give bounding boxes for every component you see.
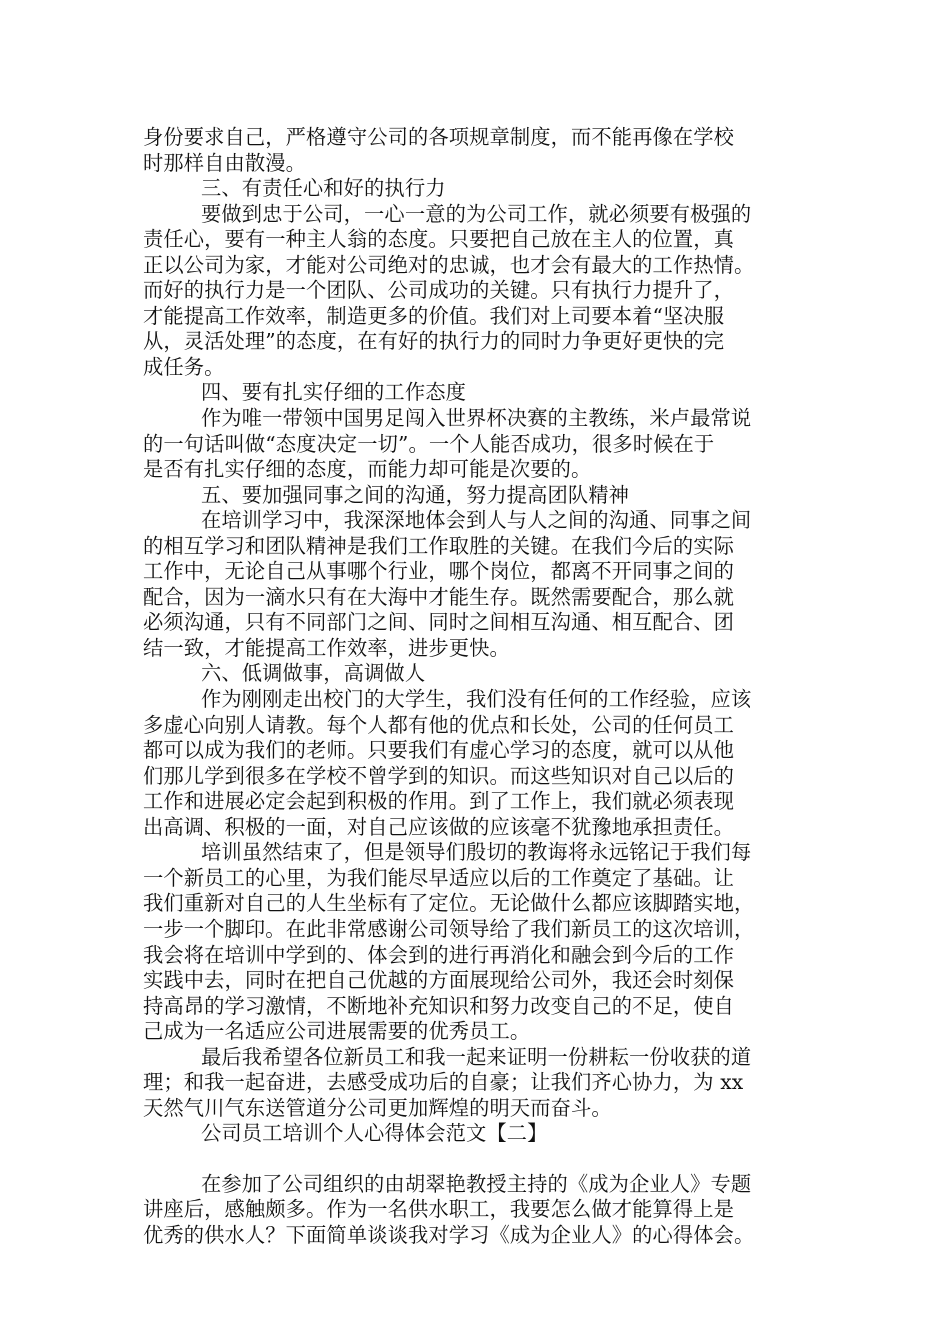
- text-line: 是否有扎实仔细的态度，而能力却可能是次要的。: [143, 457, 592, 482]
- text-line: 必须沟通，只有不同部门之间、同时之间相互沟通、相互配合、团: [143, 610, 735, 635]
- text-line: 责任心，要有一种主人翁的态度。只要把自己放在主人的位置，真: [143, 227, 735, 252]
- text-line: 天然气川气东送管道分公司更加辉煌的明天而奋斗。: [143, 1095, 612, 1120]
- text-line: 一步一个脚印。在此非常感谢公司领导给了我们新员工的这次培训，: [143, 916, 755, 941]
- text-line: 都可以成为我们的老师。只要我们有虚心学习的态度，就可以从他: [143, 738, 735, 763]
- text-line: 我们重新对自己的人生坐标有了定位。无论做什么都应该脚踏实地，: [143, 891, 755, 916]
- text-line: 己成为一名适应公司进展需要的优秀员工。: [143, 1019, 531, 1044]
- text-line: 的一句话叫做“态度决定一切”。一个人能否成功，很多时候在于: [143, 431, 715, 456]
- text-line: 身份要求自己，严格遵守公司的各项规章制度，而不能再像在学校: [143, 125, 735, 149]
- text-line: 配合，因为一滴水只有在大海中才能生存。既然需要配合，那么就: [143, 584, 735, 609]
- text-line: 们那儿学到很多在学校不曾学到的知识。而这些知识对自己以后的: [143, 763, 735, 788]
- text-line: 多虚心向别人请教。每个人都有他的优点和长处，公司的任何员工: [143, 712, 735, 737]
- text-line: 持高昂的学习激情，不断地补充知识和努力改变自己的不足，使自: [143, 993, 735, 1018]
- text-line: 讲座后，感触颇多。作为一名供水职工，我要怎么做才能算得上是: [143, 1197, 735, 1222]
- text-line: 从，灵活处理”的态度，在有好的执行力的同时力争更好更快的完: [143, 329, 725, 354]
- text-line: 在培训学习中，我深深地体会到人与人之间的沟通、同事之间: [201, 508, 752, 533]
- text-line: 的相互学习和团队精神是我们工作取胜的关键。在我们今后的实际: [143, 533, 735, 558]
- text-line: 六、低调做事，高调做人: [201, 661, 426, 686]
- text-line: 时那样自由散漫。: [143, 150, 307, 175]
- text-line: 要做到忠于公司，一心一意的为公司工作，就必须要有极强的: [201, 201, 752, 226]
- text-line: 作为唯一带领中国男足闯入世界杯决赛的主教练，米卢最常说: [201, 406, 752, 431]
- text-line: 优秀的供水人？下面简单谈谈我对学习《成为企业人》的心得体会。: [143, 1222, 755, 1247]
- text-line: 四、要有扎实仔细的工作态度: [201, 380, 466, 405]
- text-line: 而好的执行力是一个团队、公司成功的关键。只有执行力提升了，: [143, 278, 735, 303]
- text-line: 工作中，无论自己从事哪个行业，哪个岗位，都离不开同事之间的: [143, 559, 735, 584]
- text-line: 工作和进展必定会起到积极的作用。到了工作上，我们就必须表现: [143, 789, 735, 814]
- text-line: 五、要加强同事之间的沟通，努力提高团队精神: [201, 482, 630, 507]
- text-line: 正以公司为家，才能对公司绝对的忠诚，也才会有最大的工作热情。: [143, 252, 755, 277]
- text-line: 公司员工培训个人心得体会范文【二】: [201, 1121, 548, 1146]
- text-line: 一个新员工的心里，为我们能尽早适应以后的工作奠定了基础。让: [143, 865, 735, 890]
- text-line: 三、有责任心和好的执行力: [201, 176, 446, 201]
- text-line: 出高调、积极的一面，对自己应该做的应该毫不犹豫地承担责任。: [143, 814, 735, 839]
- text-line: 培训虽然结束了，但是领导们殷切的教诲将永远铭记于我们每: [201, 840, 752, 865]
- document-body: [143, 125, 813, 1249]
- text-line: 实践中去，同时在把自己优越的方面展现给公司外，我还会时刻保: [143, 968, 735, 993]
- text-line: 结一致，才能提高工作效率，进步更快。: [143, 635, 510, 660]
- text-line: 作为刚刚走出校门的大学生，我们没有任何的工作经验，应该: [201, 687, 752, 712]
- text-line: 理；和我一起奋进，去感受成功后的自豪；让我们齐心协力，为 xx: [143, 1070, 744, 1095]
- text-line: 最后我希望各位新员工和我一起来证明一份耕耘一份收获的道: [201, 1044, 752, 1069]
- text-line: 我会将在培训中学到的、体会到的进行再消化和融会到今后的工作: [143, 942, 735, 967]
- text-line: 才能提高工作效率，制造更多的价值。我们对上司要本着“坚决服: [143, 303, 725, 328]
- text-line: 成任务。: [143, 354, 225, 379]
- text-line: 在参加了公司组织的由胡翠艳教授主持的《成为企业人》专题: [201, 1171, 752, 1196]
